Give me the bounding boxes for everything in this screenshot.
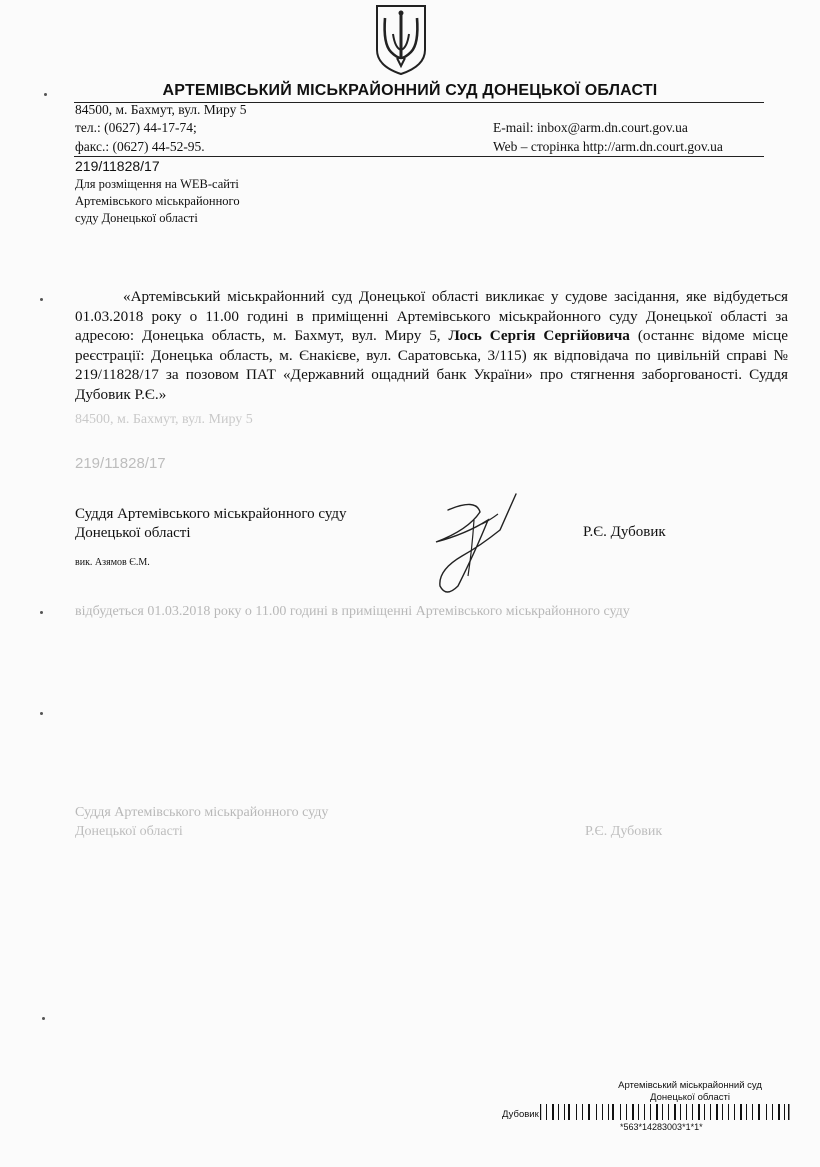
summons-text-part: «Артемівський міськрайонний суд Донецької області викликає у судове засідання, яке відбудеться 01.03.2018 року о 11.00 годині в приміщенні Артемівського міськрайонного суду Донецької області за адресою: Донецька область, м. Бахмут, вул. Миру 5, <box>75 288 788 345</box>
paper-speck <box>42 1017 45 1020</box>
ghost-text: Р.Є. Дубовик <box>585 824 663 839</box>
barcode-number: *563*14283003*1*1* <box>620 1122 703 1132</box>
ghost-text: Донецької області <box>75 824 183 839</box>
summons-text <box>75 287 788 405</box>
executor-note: вик. Азямов Є.М. <box>75 557 150 568</box>
ghost-text: відбудеться 01.03.2018 року о 11.00 годині в приміщенні Артемівського міськрайонного суду <box>75 604 630 619</box>
court-fax: факс.: (0627) 44-52-95. <box>75 139 205 154</box>
recipient-line: Для розміщення на WEB-сайті <box>75 177 239 191</box>
paper-speck <box>40 298 43 301</box>
ghost-text: 219/11828/17 <box>75 455 166 472</box>
recipient-line: Артемівського міськрайонного <box>75 194 240 208</box>
judge-title-line: Донецької області <box>75 525 191 541</box>
court-name-heading: АРТЕМІВСЬКИЙ МІСЬКРАЙОННИЙ СУД ДОНЕЦЬКОЇ ОБЛАСТІ <box>162 82 658 99</box>
court-email: E-mail: inbox@arm.dn.court.gov.ua <box>493 120 688 135</box>
paper-speck <box>40 712 43 715</box>
judge-title <box>75 505 347 543</box>
header-divider-bottom <box>74 156 764 157</box>
court-address: 84500, м. Бахмут, вул. Миру 5 <box>75 102 247 117</box>
ukraine-coat-of-arms-icon <box>373 4 429 76</box>
judge-title-line: Суддя Артемівського міськрайонного суду <box>75 506 347 522</box>
ghost-text: 84500, м. Бахмут, вул. Миру 5 <box>75 412 253 427</box>
stamp-org-line: Артемівський міськрайонний суд <box>618 1080 762 1091</box>
barcode <box>540 1104 790 1120</box>
stamp-organization <box>590 1080 790 1104</box>
court-website: Web – сторінка http://arm.dn.court.gov.ua <box>493 139 723 154</box>
stamp-org-line: Донецької області <box>650 1092 730 1103</box>
paper-speck <box>40 611 43 614</box>
summons-text-part: (останнє відоме місце реєстрації: Донецька область, м. Єнакієве, вул. Саратовська, 3/115) як відповідача по цивільній справі № 219/11828/17 за позовом ПАТ «Державний ощадний банк України» про стягнення заборгованості. Суддя Дубовик Р.Є.» <box>75 327 789 403</box>
ghost-text: Суддя Артемівського міськрайонного суду <box>75 805 329 820</box>
handwritten-signature <box>418 490 528 600</box>
judge-name: Р.Є. Дубовик <box>583 524 666 540</box>
recipient-line: суду Донецької області <box>75 211 198 225</box>
court-phone: тел.: (0627) 44-17-74; <box>75 120 197 135</box>
stamp-judge-name: Дубовик <box>502 1109 539 1120</box>
case-number: 219/11828/17 <box>75 158 160 174</box>
defendant-name: Лось Сергія Сергійовича <box>448 327 630 345</box>
